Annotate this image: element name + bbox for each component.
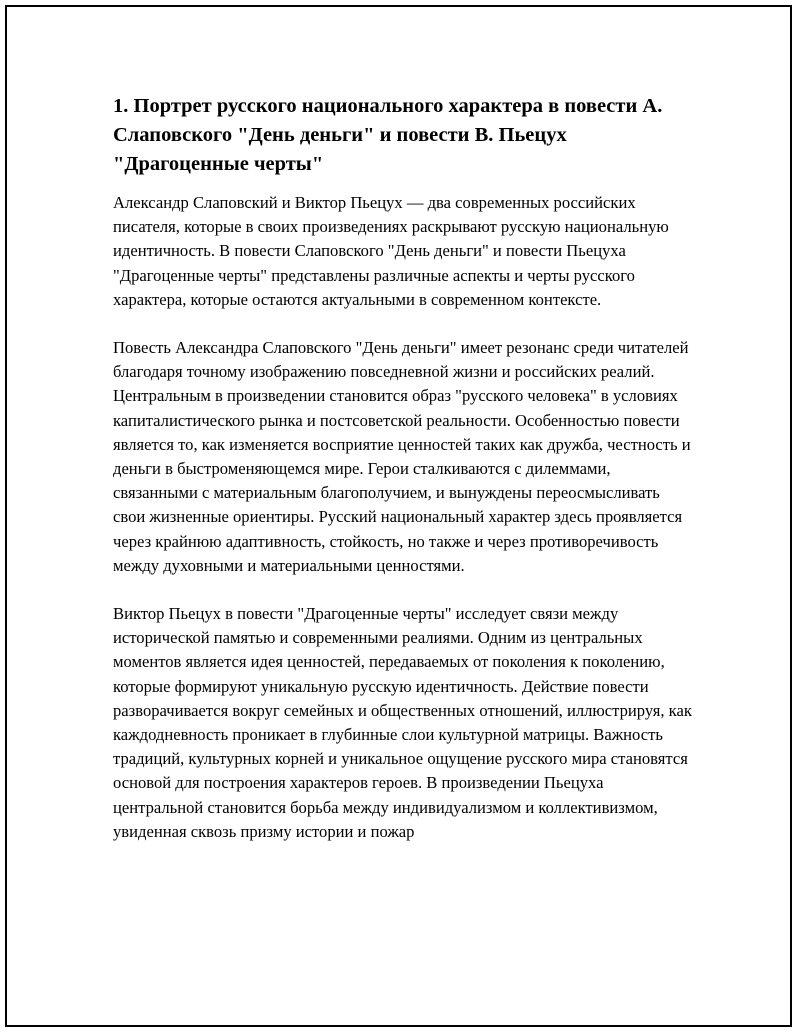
paragraph-slapovsky: Повесть Александра Слаповского "День деньги" имеет резонанс среди читателей благодаря точному изображению повседневной жизни и российских реалий. Центральным в произведении становится образ "русского человека" в условиях капиталистического рынка и постсоветской реальности. Особенностью повести является то, как изменяется восприятие ценностей таких как дружба, честность и деньги в быстроменяющемся мире. Герои сталкиваются с дилеммами, связанными с материальным благополучием, и вынуждены переосмысливать свои жизненные ориентиры. Русский национальный характер здесь проявляется через крайнюю адаптивность, стойкость, но также и через противоречивость между духовными и материальными ценностями.	[113, 338, 691, 575]
section-heading: 1. Портрет русского национального характера в повести А. Слаповского "День деньги" и повести В. Пьецух "Драгоценные черты"	[113, 95, 663, 175]
paragraph-intro: Александр Слаповский и Виктор Пьецух — два современных российских писателя, которые в своих произведениях раскрывают русскую национальную идентичность. В повести Слаповского "День деньги" и повести Пьецуха "Драгоценные черты" представлены различные аспекты и черты русского характера, которые остаются актуальными в современном контексте.	[113, 193, 669, 309]
document-body	[113, 92, 693, 844]
paragraph-pietsukh: Виктор Пьецух в повести "Драгоценные черты" исследует связи между исторической памятью и современными реалиями. Одним из центральных моментов является идея ценностей, передаваемых от поколения к поколению, которые формируют уникальную русскую идентичность. Действие повести разворачивается вокруг семейных и общественных отношений, иллюстрируя, как каждодневность проникает в глубинные слои культурной матрицы. Важность традиций, культурных корней и уникальное ощущение русского мира становятся основой для построения характеров героев. В произведении Пьецуха центральной становится борьба между индивидуализмом и коллективизмом, увиденная сквозь призму истории и пожар	[113, 604, 692, 841]
